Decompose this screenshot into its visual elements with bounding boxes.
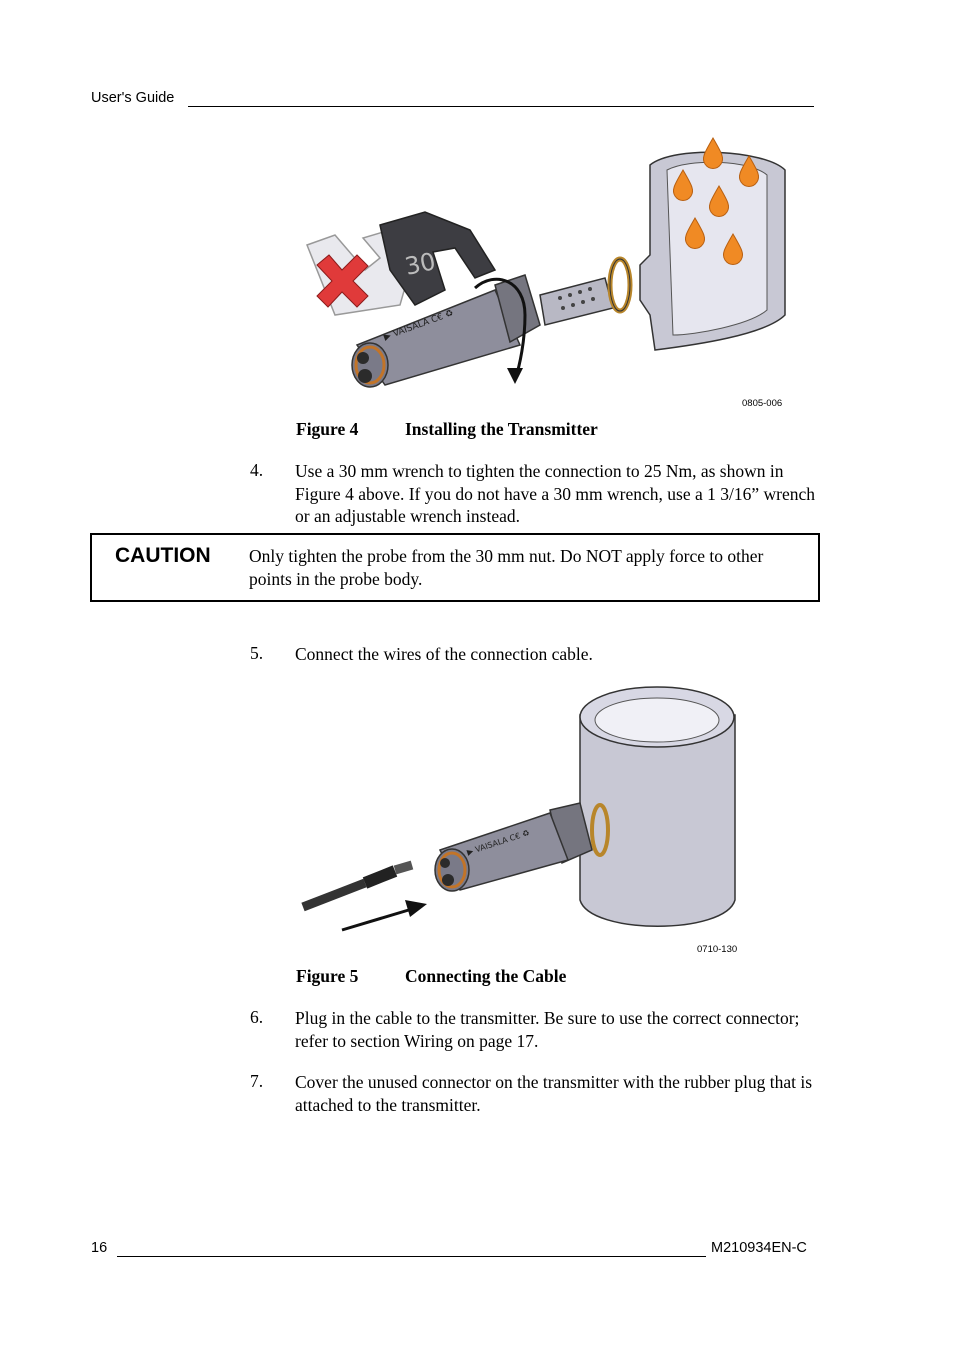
step-6-text: Plug in the cable to the transmitter. Be sure to use the correct connector; refer to section Wiring on page 17. — [295, 1008, 800, 1051]
header-rule — [188, 106, 814, 107]
step-4-number: 4. — [250, 460, 264, 480]
step-6-number: 6. — [250, 1007, 264, 1027]
caution-text: Only tighten the probe from the 30 mm nut. Do NOT apply force to other points in the probe body. — [249, 546, 764, 589]
figure-5-caption-title: Connecting the Cable — [405, 966, 567, 986]
figure-5-illustration — [300, 685, 745, 940]
footer-rule — [117, 1256, 706, 1257]
figure-4-caption-number: Figure 4 — [296, 419, 359, 439]
document-code: M210934EN-C — [711, 1240, 807, 1256]
caution-label: CAUTION — [115, 544, 211, 567]
figure-5-caption-number: Figure 5 — [296, 966, 359, 986]
sensor-stem — [540, 278, 613, 325]
svg-text:▶ VAISALA C€ ♻: ▶ VAISALA C€ ♻ — [465, 828, 531, 857]
step-7-text: Cover the unused connector on the transmitter with the rubber plug that is attached to the transmitter. — [295, 1072, 813, 1115]
pipe-cutaway — [640, 152, 785, 350]
figure-4-illustration — [295, 130, 795, 400]
step-7-number: 7. — [250, 1071, 264, 1091]
figure-5-code: 0710-130 — [697, 944, 738, 955]
figure-4-caption-title: Installing the Transmitter — [405, 419, 598, 439]
transmitter-body — [435, 813, 568, 891]
wrench-marking: 30 — [402, 247, 439, 281]
step-5-number: 5. — [250, 643, 264, 663]
page-number: 16 — [91, 1240, 108, 1256]
svg-text:▶ VAISALA C€ ♻: ▶ VAISALA C€ ♻ — [382, 308, 455, 343]
step-5-text: Connect the wires of the connection cable. — [295, 644, 593, 664]
running-header: User's Guide — [91, 90, 175, 106]
figure-4-code: 0805-006 — [742, 398, 783, 409]
step-4-text: Use a 30 mm wrench to tighten the connection to 25 Nm, as shown in Figure 4 above. If you do not have a 30 mm wrench, use a 1 3/16” wrench or an adjustable wrench instead. — [295, 461, 815, 526]
connection-cable — [303, 865, 412, 907]
direction-arrow — [342, 909, 412, 930]
